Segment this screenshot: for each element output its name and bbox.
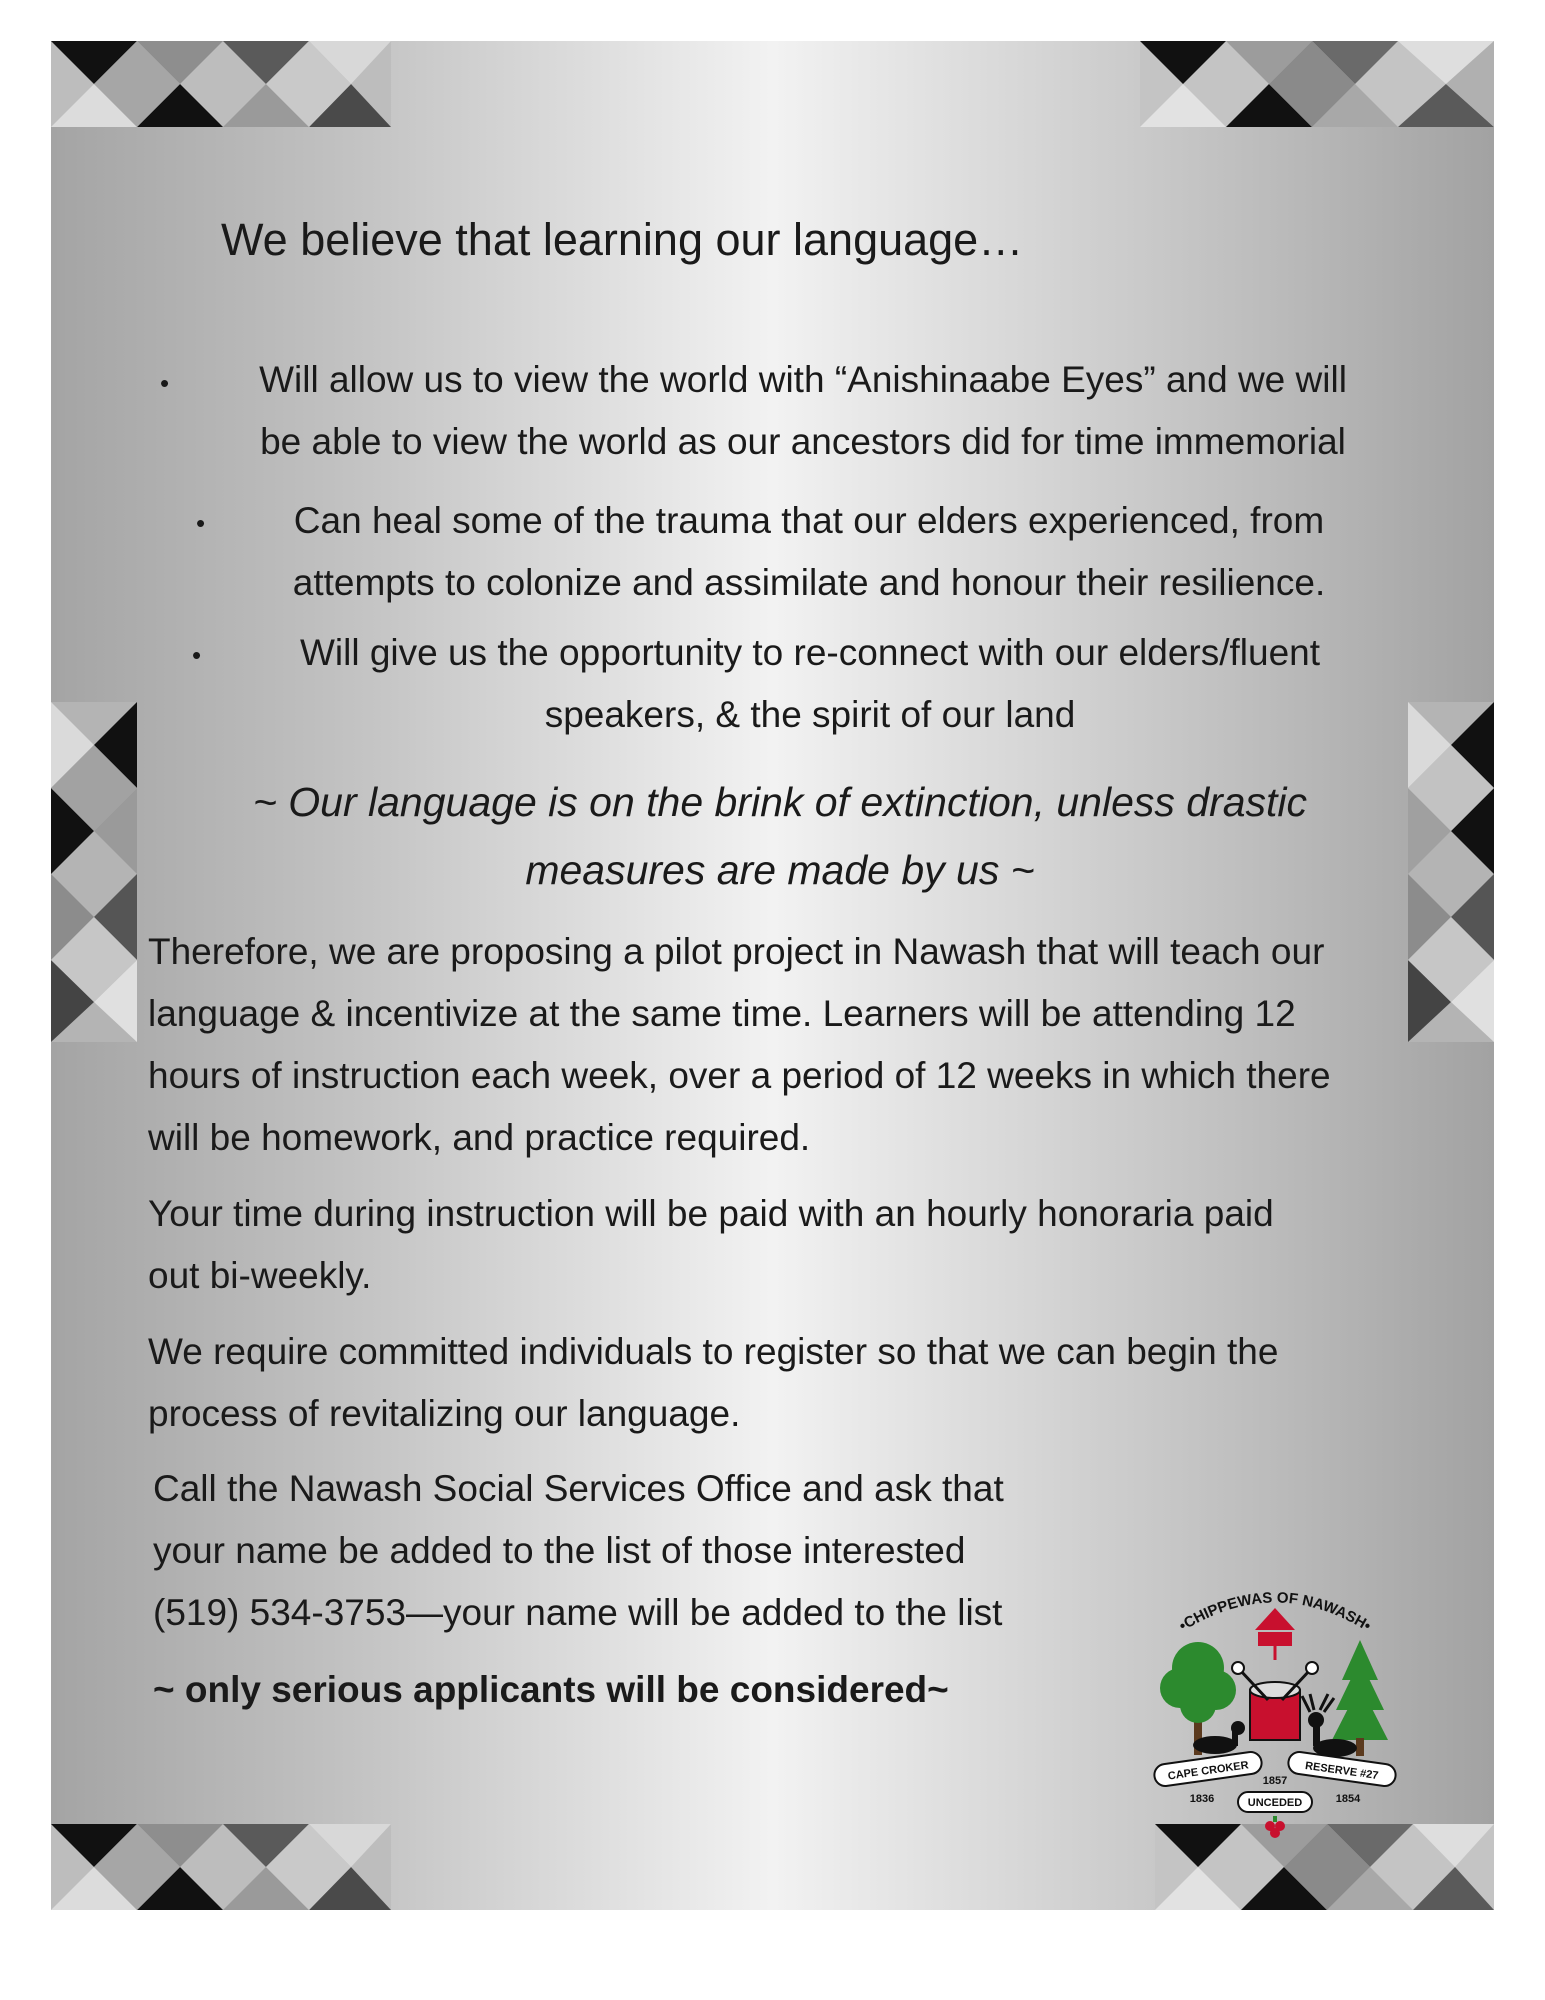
paragraph-line: Your time during instruction will be paid with an hourly honoraria paid (148, 1193, 1274, 1234)
logo-right-year: 1854 (1335, 1793, 1361, 1805)
paragraph-line: language & incentivize at the same time. Learners will be attending 12 (148, 993, 1296, 1034)
logo-emblem-icon (1255, 1608, 1295, 1630)
logo-center-year: 1857 (1262, 1775, 1288, 1787)
pine-tree-icon (1332, 1640, 1388, 1756)
chippewas-of-nawash-logo (1150, 1570, 1400, 1840)
bullet-dot: • (192, 640, 202, 670)
svg-text:RESERVE #27: RESERVE #27 (1304, 1759, 1380, 1783)
paragraph-line: Call the Nawash Social Services Office and ask that (153, 1468, 1004, 1509)
side-pattern-left (51, 702, 137, 1042)
bullet-line: speakers, & the spirit of our land (544, 694, 1076, 735)
bullet-line: Can heal some of the trauma that our elders experienced, from (293, 500, 1325, 541)
bullet-dot: • (196, 508, 206, 538)
paragraph-line: will be homework, and practice required. (148, 1117, 811, 1158)
bullet-line: be able to view the world as our ancestors did for time immemorial (260, 421, 1346, 462)
page-heading: We believe that learning our language… (221, 214, 1024, 265)
svg-text:CAPE CROKER: CAPE CROKER (1167, 1759, 1250, 1783)
paragraph-line: your name be added to the list of those interested (153, 1530, 966, 1571)
bullet-text (244, 490, 1374, 614)
quote (200, 768, 1360, 904)
quote-line: measures are made by us ~ (525, 847, 1035, 893)
corner-pattern-top-left (51, 41, 391, 127)
paragraph-line: hours of instruction each week, over a period of 12 weeks in which there (148, 1055, 1331, 1096)
paragraph-line: out bi-weekly. (148, 1255, 372, 1296)
svg-text:UNCEDED: UNCEDED (1247, 1797, 1303, 1809)
logo-left-year: 1836 (1189, 1793, 1215, 1805)
logo-banner-bottom (1238, 1792, 1312, 1812)
paragraph-line: We require committed individuals to register so that we can begin the (148, 1331, 1279, 1372)
call-paragraph (153, 1458, 1103, 1644)
bullet-dot: • (160, 368, 170, 398)
logo-banner-left (1153, 1751, 1263, 1788)
pay-paragraph (148, 1183, 1428, 1307)
paragraph-line: process of revitalizing our language. (148, 1393, 741, 1434)
berry-icon (1265, 1816, 1285, 1838)
warning-text: ~ only serious applicants will be considered~ (153, 1669, 949, 1710)
bullet-line: Will allow us to view the world with “Anishinaabe Eyes” and we will (259, 359, 1347, 400)
paragraph-line: Therefore, we are proposing a pilot project in Nawash that will teach our (148, 931, 1325, 972)
register-paragraph (148, 1321, 1428, 1445)
bullet-text (218, 349, 1388, 473)
pilot-paragraph (148, 921, 1428, 1169)
bullet-line: Will give us the opportunity to re-connect with our elders/fluent (299, 632, 1321, 673)
corner-pattern-top-right (1140, 41, 1494, 127)
quote-line: ~ Our language is on the brink of extinction, unless drastic (252, 779, 1308, 825)
logo-top-text: •CHIPPEWAS OF NAWASH• (1176, 1589, 1374, 1635)
bullet-text (240, 622, 1380, 746)
bullet-line: attempts to colonize and assimilate and honour their resilience. (292, 562, 1326, 603)
corner-pattern-bottom-left (51, 1824, 391, 1910)
paragraph-line: (519) 534-3753—your name will be added to the list (153, 1592, 1003, 1633)
